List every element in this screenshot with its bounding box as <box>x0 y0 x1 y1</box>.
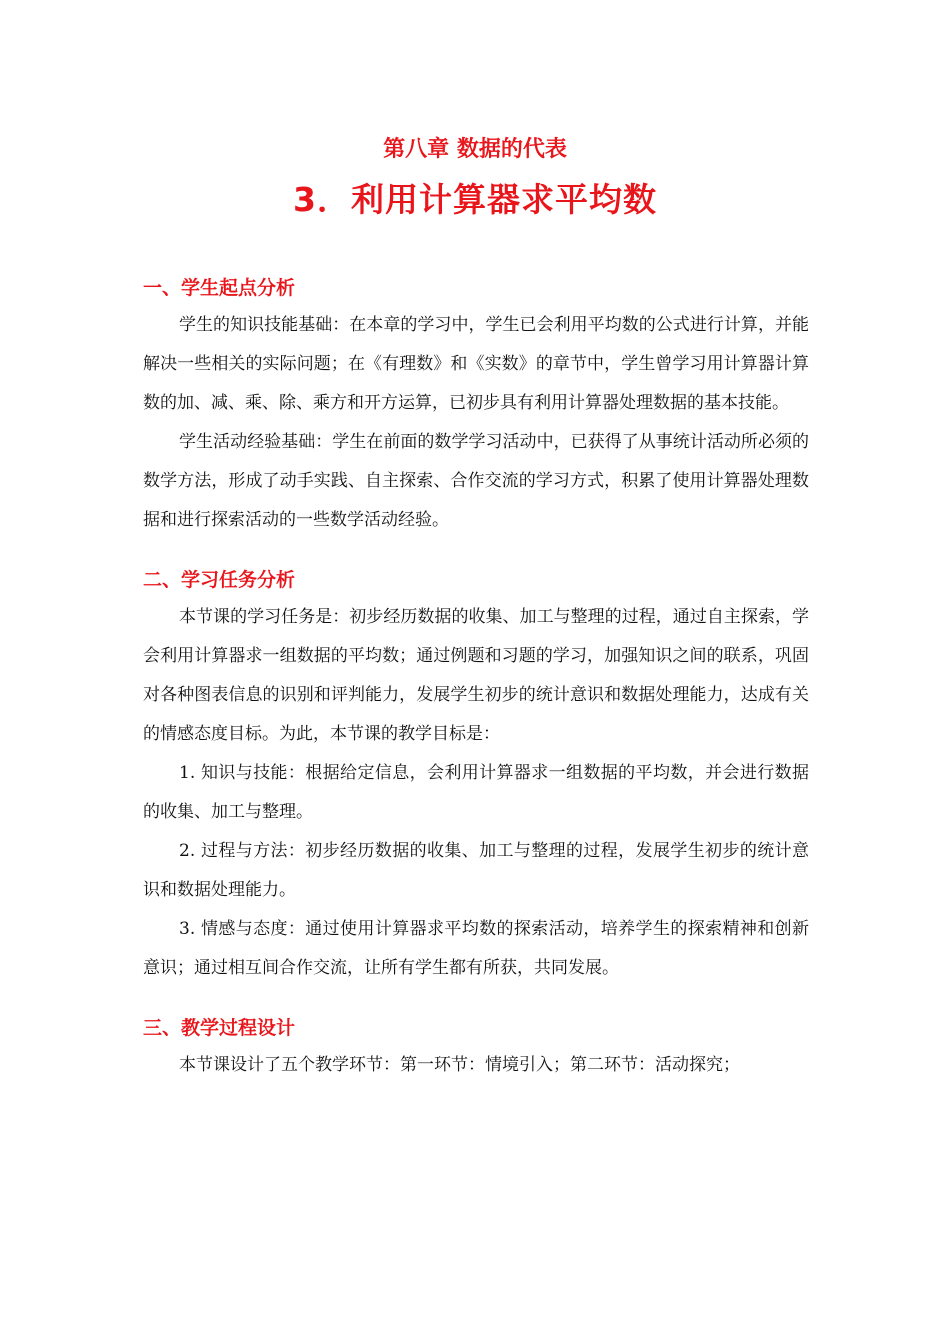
paragraph: 本节课的学习任务是：初步经历数据的收集、加工与整理的过程，通过自主探索，学会利用计算器求一组数据的平均数；通过例题和习题的学习，加强知识之间的联系，巩固对各种图表信息的识别和评判能力，发展学生初步的统计意识和数据处理能力，达成有关的情感态度目标。为此，本节课的教学目标是： <box>143 607 809 744</box>
document-body <box>143 270 809 1085</box>
goal-item: 2. 过程与方法：初步经历数据的收集、加工与整理的过程，发展学生初步的统计意识和数据处理能力。 <box>143 841 809 900</box>
paragraph: 本节课设计了五个教学环节：第一环节：情境引入；第二环节：活动探究； <box>179 1055 740 1075</box>
section-heading: 二、学习任务分析 <box>143 569 296 591</box>
section-process-design <box>143 1010 809 1085</box>
section-heading: 一、学生起点分析 <box>143 277 296 299</box>
section-student-analysis <box>143 270 809 540</box>
paragraph: 学生活动经验基础：学生在前面的数学学习活动中，已获得了从事统计活动所必须的数学方法，形成了动手实践、自主探索、合作交流的学习方式，积累了使用计算器处理数据和进行探索活动的一些数学活动经验。 <box>143 432 809 530</box>
lesson-title: 3．利用计算器求平均数 <box>293 180 657 219</box>
goal-item: 3. 情感与态度：通过使用计算器求平均数的探索活动，培养学生的探索精神和创新意识；通过相互间合作交流，让所有学生都有所获，共同发展。 <box>143 919 809 978</box>
goal-item: 1. 知识与技能：根据给定信息，会利用计算器求一组数据的平均数，并会进行数据的收集、加工与整理。 <box>143 763 809 822</box>
chapter-heading: 第八章 数据的代表 <box>383 137 567 162</box>
section-task-analysis <box>143 562 809 988</box>
paragraph: 学生的知识技能基础：在本章的学习中，学生已会利用平均数的公式进行计算，并能解决一些相关的实际问题；在《有理数》和《实数》的章节中，学生曾学习用计算器计算数的加、减、乘、除、乘方和开方运算，已初步具有利用计算器处理数据的基本技能。 <box>143 315 809 413</box>
section-heading: 三、教学过程设计 <box>143 1017 296 1039</box>
